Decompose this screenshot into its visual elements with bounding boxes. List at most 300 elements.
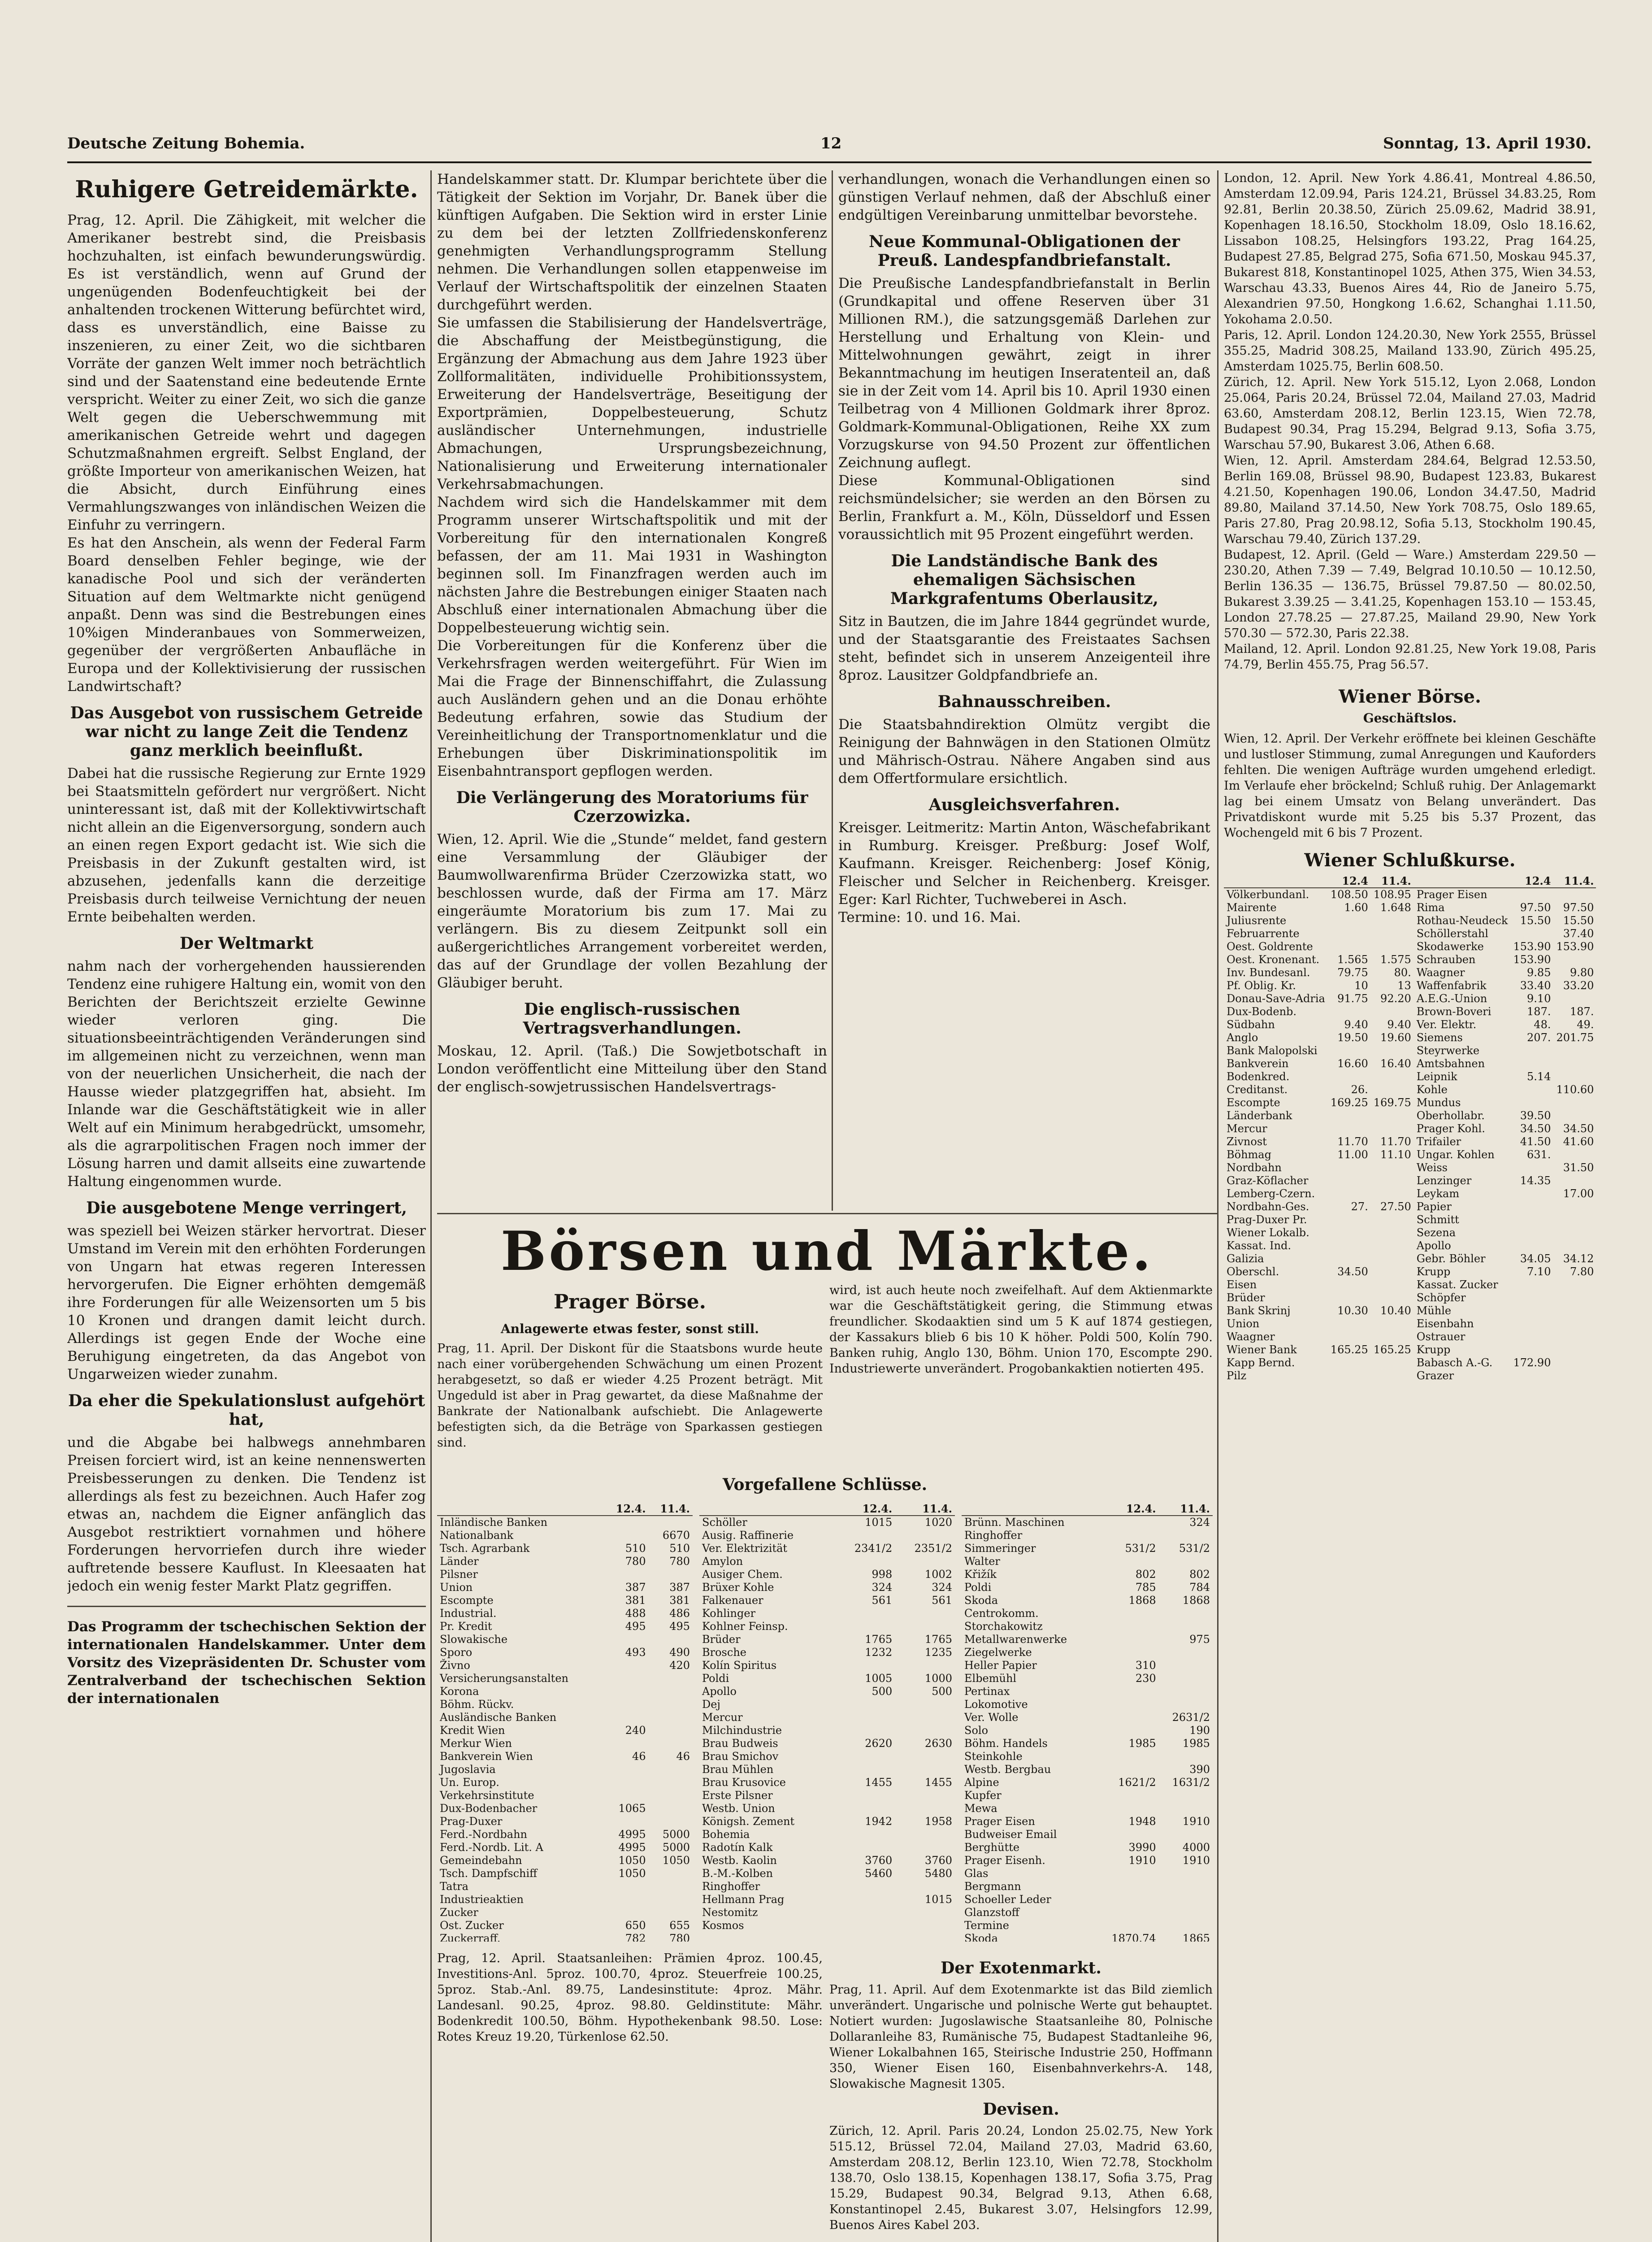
vienna-exchange-title: Wiener Börse. xyxy=(1339,686,1481,707)
table-row xyxy=(437,1659,693,1672)
table-cell: Schöller xyxy=(702,1516,747,1529)
table-cell xyxy=(1371,1174,1414,1187)
vienna-exchange-subtitle: Geschäftslos. xyxy=(1363,711,1457,726)
article-subheading: Der Weltmarkt xyxy=(179,934,314,953)
article-subheading: Ausgleichsverfahren. xyxy=(928,795,1120,814)
table-cell: Waagner xyxy=(1227,1330,1275,1343)
table-cell: Ausiger Chem. xyxy=(702,1568,783,1581)
article-paragraph: Prag, 12. April. Die Zähigkeit, mit welcher die Amerikaner bestrebt sind, die Preisbasis hochzuhalten, ist einfach bewunderungswürdig. Es ist verständlich, wenn auf Grund der ungenügenden Bodenfeuchtigkeit bei der anhaltenden trockenen Witterung befürchtet wird, dass es unverständlich, eine Baisse zu inszenieren, zu einer Zeit, wo die sichtbaren Vorräte der ganzen Welt immer noch beträchtlich sind und der Saatenstand eine bedeutende Ernte verspricht. Weiter zu einer Zeit, wo sich die ganze Welt gegen die Ueberschwemmung mit amerikanischen Getreide wehrt und dagegen Schutzmaßnahmen ergreift. Selbst England, der größte Importeur von amerikanischen Weizen, hat die Absicht, durch Einführung eines Vermahlungszwanges von inländischen Weizen die Einfuhr zu verringern. xyxy=(67,212,426,533)
table-cell: Ver. Wolle xyxy=(964,1711,1019,1724)
table-cell: Glanzstoff xyxy=(964,1906,1019,1919)
table-cell xyxy=(649,1711,693,1724)
table-cell: 1865 xyxy=(1182,1932,1210,1942)
table-cell xyxy=(1371,1278,1414,1291)
table-cell: Gemeindebahn xyxy=(440,1854,522,1867)
table-cell: 41.50 xyxy=(1520,1135,1551,1148)
table-cell: 780 xyxy=(669,1555,690,1568)
table-cell: 10.40 xyxy=(1380,1304,1411,1317)
table-cell xyxy=(1328,1122,1371,1135)
table-cell: Kosmos xyxy=(702,1919,744,1932)
table-row xyxy=(962,1711,1213,1724)
table-cell: Ausig. Raffinerie xyxy=(702,1529,794,1542)
table-cell xyxy=(604,1815,648,1828)
table-cell: 1235 xyxy=(924,1646,952,1659)
table-cell: Mewa xyxy=(964,1802,997,1815)
table-cell xyxy=(1328,1356,1371,1369)
table-cell: Waagner xyxy=(1416,966,1465,979)
table-cell: 2630 xyxy=(924,1737,952,1750)
article-subheading: Die englisch-russischen Vertragsverhandlungen. xyxy=(523,1000,741,1038)
table-cell: Milchindustrie xyxy=(702,1724,782,1737)
table-cell: Gebr. Böhler xyxy=(1416,1252,1486,1265)
table-cell: Kohlner Feinsp. xyxy=(702,1620,788,1633)
table-cell xyxy=(1097,1555,1159,1568)
table-cell: Böhm. Handels xyxy=(964,1737,1048,1750)
devisen-title: Devisen. xyxy=(983,2100,1059,2119)
table-row xyxy=(437,1906,693,1919)
table-cell: Mühle xyxy=(1416,1304,1452,1317)
table-header-cell: 12.4 xyxy=(1328,874,1371,888)
article-subheading: Die Verlängerung des Moratoriums für Czerzowizka. xyxy=(456,788,808,826)
table-row xyxy=(1224,1148,1596,1161)
table-cell: 780 xyxy=(669,1932,690,1942)
table-cell xyxy=(1553,1148,1596,1161)
table-cell: 1631/2 xyxy=(1172,1776,1210,1789)
table-cell: 4995 xyxy=(618,1841,646,1854)
table-cell: Kassat. Ind. xyxy=(1227,1239,1292,1252)
table-cell xyxy=(1371,1070,1414,1083)
table-cell: Völkerbundanl. xyxy=(1227,888,1309,901)
table-cell: Kredit Wien xyxy=(440,1724,505,1737)
table-cell xyxy=(1097,1698,1159,1711)
table-row xyxy=(1224,1291,1596,1304)
table-cell xyxy=(1371,1356,1414,1369)
table-cell: Pertinax xyxy=(964,1685,1010,1698)
table-cell xyxy=(895,1841,955,1854)
table-cell xyxy=(1097,1529,1159,1542)
table-cell: 34.12 xyxy=(1563,1252,1594,1265)
table-row xyxy=(437,1581,693,1594)
table-row xyxy=(699,1633,955,1646)
table-cell xyxy=(1553,1109,1596,1122)
section-rule xyxy=(67,1606,426,1607)
table-header-cell: 12.4. xyxy=(1097,1502,1159,1516)
vienna-closing-title: Wiener Schlußkurse. xyxy=(1304,850,1516,871)
table-row xyxy=(699,1659,955,1672)
table-cell: 531/2 xyxy=(1125,1542,1156,1555)
table-cell: 5000 xyxy=(662,1841,690,1854)
table-cell: Ungar. Kohlen xyxy=(1416,1148,1495,1161)
table-cell: Schöllerstahl xyxy=(1416,927,1488,940)
table-cell: 495 xyxy=(625,1620,646,1633)
table-cell: Steinkohle xyxy=(964,1750,1023,1763)
table-cell: 998 xyxy=(872,1568,893,1581)
table-cell: 34.05 xyxy=(1520,1252,1551,1265)
table-row xyxy=(699,1581,955,1594)
table-cell: Anglo xyxy=(1227,1031,1258,1044)
table-cell: 1050 xyxy=(618,1867,646,1880)
table-cell xyxy=(1159,1893,1213,1906)
table-cell: Berghütte xyxy=(964,1841,1020,1854)
table-cell: Wiener Bank xyxy=(1227,1343,1297,1356)
table-cell: 1050 xyxy=(618,1854,646,1867)
table-cell: Pilsner xyxy=(440,1568,478,1581)
table-cell: Bohemia xyxy=(702,1828,750,1841)
table-cell: 495 xyxy=(669,1620,690,1633)
table-row xyxy=(699,1906,955,1919)
table-header-cell: 11.4. xyxy=(649,1502,693,1516)
table-cell: 5480 xyxy=(924,1867,952,1880)
table-cell xyxy=(835,1828,895,1841)
table-cell: Ziegelwerke xyxy=(964,1646,1032,1659)
page-number: 12 xyxy=(820,135,842,152)
table-row xyxy=(437,1594,693,1607)
table-row xyxy=(1224,1070,1596,1083)
table-cell: Prag-Duxer xyxy=(440,1815,503,1828)
table-cell: 31.50 xyxy=(1563,1161,1594,1174)
table-cell: Simmeringer xyxy=(964,1542,1036,1555)
table-cell: 2351/2 xyxy=(914,1542,952,1555)
table-row xyxy=(699,1893,955,1906)
table-row xyxy=(1224,1343,1596,1356)
table-cell: Südbahn xyxy=(1227,1018,1275,1031)
table-cell xyxy=(1553,1278,1596,1291)
table-row xyxy=(962,1620,1213,1633)
table-cell: Lemberg-Czern. xyxy=(1227,1187,1315,1200)
table-cell: Februarrente xyxy=(1227,927,1300,940)
table-cell: 110.60 xyxy=(1556,1083,1594,1096)
table-cell: Ringhoffer xyxy=(964,1529,1023,1542)
table-row xyxy=(1224,992,1596,1005)
table-cell: Steyrwerke xyxy=(1416,1044,1480,1057)
table-cell xyxy=(1553,1174,1596,1187)
table-row xyxy=(962,1698,1213,1711)
table-cell: 650 xyxy=(625,1919,646,1932)
table-row xyxy=(437,1867,693,1880)
table-cell xyxy=(895,1828,955,1841)
table-cell xyxy=(1553,1369,1596,1382)
table-cell: 1910 xyxy=(1182,1815,1210,1828)
table-row xyxy=(1224,1187,1596,1200)
table-cell: 1868 xyxy=(1128,1594,1156,1607)
table-cell xyxy=(1159,1880,1213,1893)
trades-table-mid xyxy=(699,1502,955,1932)
table-cell: 500 xyxy=(872,1685,893,1698)
table-cell: Prager Eisen xyxy=(1416,888,1487,901)
table-cell xyxy=(1097,1724,1159,1737)
table-cell xyxy=(1510,1291,1553,1304)
table-cell: 49. xyxy=(1577,1018,1594,1031)
article-paragraph: Nachdem wird sich die Handelskammer mit dem Programm unserer Wirtschaftspolitik und mit der Vorbereitung für den internationalen Kongreß befassen, der am 11. Mai 1931 in Washington beginnen soll. Im Finanzfragen werden auch im nächsten Jahre die Bestrebungen einiger Staaten nach Abschluß einer internationalen Abmachung über die Doppelbesteuerung wichtig sein. xyxy=(437,494,827,636)
table-cell: 17.00 xyxy=(1563,1187,1594,1200)
table-cell xyxy=(1510,1369,1553,1382)
table-cell: 15.50 xyxy=(1563,914,1594,927)
table-cell xyxy=(895,1724,955,1737)
table-row xyxy=(437,1776,693,1789)
table-cell: 1910 xyxy=(1128,1854,1156,1867)
table-cell: Escompte xyxy=(440,1594,494,1607)
table-cell: 1.648 xyxy=(1380,901,1411,914)
table-cell xyxy=(1097,1685,1159,1698)
table-cell: 1.60 xyxy=(1344,901,1368,914)
issue-date: Sonntag, 13. April 1930. xyxy=(1383,135,1591,152)
table-cell: 153.90 xyxy=(1513,940,1551,953)
fx-paragraph: Paris, 12. April. London 124.20.30, New York 2555, Brüssel 355.25, Madrid 308.25, Mailand 133.90, Zürich 495.25, Amsterdam 1025.75, Berlin 608.50. xyxy=(1224,328,1596,374)
table-cell xyxy=(1371,1213,1414,1226)
table-row xyxy=(699,1568,955,1581)
table-header-cell: 12.4 xyxy=(1510,874,1553,888)
table-cell: Rima xyxy=(1416,901,1445,914)
table-cell xyxy=(1510,927,1553,940)
table-cell xyxy=(835,1659,895,1672)
table-cell xyxy=(1553,1057,1596,1070)
column-rule xyxy=(1217,170,1218,2242)
table-cell xyxy=(1097,1620,1159,1633)
table-cell xyxy=(1097,1516,1159,1529)
column-chamber-of-commerce xyxy=(437,170,827,1211)
table-cell: Weiss xyxy=(1416,1161,1448,1174)
table-row xyxy=(699,1867,955,1880)
table-cell: 510 xyxy=(625,1542,646,1555)
table-cell: Königsh. Zement xyxy=(702,1815,795,1828)
table-header-cell xyxy=(962,1502,1097,1516)
table-cell: Glas xyxy=(964,1867,989,1880)
table-row xyxy=(1224,1122,1596,1135)
table-cell: Amtsbahnen xyxy=(1416,1057,1485,1070)
table-cell xyxy=(1371,1330,1414,1343)
table-cell xyxy=(1510,1083,1553,1096)
table-cell: Versicherungsanstalten xyxy=(440,1672,568,1685)
table-row xyxy=(1224,888,1596,901)
table-cell xyxy=(1097,1867,1159,1880)
trades-table-right-wrap xyxy=(962,1502,1213,1942)
table-cell: 324 xyxy=(932,1581,952,1594)
fx-paragraph: Budapest, 12. April. (Geld — Ware.) Amsterdam 229.50 — 230.20, Athen 7.39 — 7.49, Belgrad 10.10.50 — 10.12.50, Berlin 136.35 — 136.75, Brüssel 79.87.50 — 80.02.50, Bukarest 3.39.25 — 3.41.25, Kopenhagen 153.10 — 153.45, London 27.78.25 — 27.87.25, Mailand 29.90, New York 570.30 — 572.30, Paris 22.38. xyxy=(1224,548,1596,640)
masthead-title: Deutsche Zeitung Bohemia. xyxy=(67,135,305,152)
table-row xyxy=(962,1685,1213,1698)
table-cell: Wiener Lokalb. xyxy=(1227,1226,1309,1239)
table-cell xyxy=(895,1789,955,1802)
table-cell xyxy=(1371,1122,1414,1135)
table-cell xyxy=(1159,1620,1213,1633)
table-cell xyxy=(1371,1265,1414,1278)
table-cell xyxy=(1553,1343,1596,1356)
table-cell: 33.40 xyxy=(1520,979,1551,992)
table-cell: Papier xyxy=(1416,1200,1452,1213)
table-cell: 7.10 xyxy=(1527,1265,1551,1278)
table-cell xyxy=(1328,1005,1371,1018)
table-cell xyxy=(835,1620,895,1633)
table-cell: Pr. Kredit xyxy=(440,1620,492,1633)
article-subheading: Bahnausschreiben. xyxy=(937,692,1111,711)
table-cell xyxy=(1328,1330,1371,1343)
table-cell: 1015 xyxy=(865,1516,893,1529)
table-cell xyxy=(835,1893,895,1906)
table-cell: 1942 xyxy=(865,1815,893,1828)
table-cell: 9.40 xyxy=(1344,1018,1368,1031)
table-row xyxy=(437,1672,693,1685)
table-cell: Ferd.-Nordbahn xyxy=(440,1828,527,1841)
table-cell xyxy=(1328,914,1371,927)
table-cell: 3760 xyxy=(924,1854,952,1867)
table-cell xyxy=(1553,888,1596,901)
table-cell xyxy=(649,1763,693,1776)
table-cell: Bankverein xyxy=(1227,1057,1289,1070)
table-row xyxy=(437,1711,693,1724)
vienna-exchange-report: Wien, 12. April. Der Verkehr eröffnete bei kleinen Geschäfte und lustloser Stimmung, zumal Anregungen und Kauforders fehlten. Die wenigen Aufträge wurden umgehend erledigt. Im Verlaufe eher bröckelnd; Schluß ruhig. Der Anlagemarkt lag bei einem Umsatz von Belang unverändert. Das Privatdiskont wurde mit 5.25 bis 5.37 Prozent, das Wochengeld mit 6 bis 7 Prozent. xyxy=(1224,732,1596,840)
table-cell xyxy=(1510,888,1553,901)
table-cell: Pilz xyxy=(1227,1369,1247,1382)
table-cell: Westb. Union xyxy=(702,1802,775,1815)
table-cell: Poldi xyxy=(702,1672,729,1685)
table-cell xyxy=(1371,1291,1414,1304)
table-cell: 165.25 xyxy=(1373,1343,1411,1356)
table-cell xyxy=(604,1906,648,1919)
table-cell xyxy=(604,1789,648,1802)
table-cell: 34.50 xyxy=(1520,1122,1551,1135)
table-cell: 165.25 xyxy=(1330,1343,1368,1356)
table-header-cell: 12.4. xyxy=(604,1502,648,1516)
table-cell: Ver. Elektrizität xyxy=(702,1542,788,1555)
table-cell: Heller Papier xyxy=(964,1659,1037,1672)
table-cell xyxy=(1159,1802,1213,1815)
table-cell xyxy=(835,1919,895,1932)
table-row xyxy=(437,1646,693,1659)
table-cell xyxy=(649,1776,693,1789)
article-paragraph: Dabei hat die russische Regierung zur Ernte 1929 bei Staatsmitteln gefördert nur vergrößert. Nicht uninteressant ist, daß mit der Kollektivwirtschaft nicht allein an die Eigenversorgung, sondern auch an einen regen Export gedacht ist. Wie sich die Preisbasis in der Zukunft gestalten wird, ist abzusehen, jedenfalls kann die derzeitige Preisbasis durch teilweise Vernichtung der neuen Ernte beibehalten werden. xyxy=(67,765,426,925)
table-cell xyxy=(1553,1304,1596,1317)
table-row xyxy=(962,1750,1213,1763)
table-cell xyxy=(1371,1317,1414,1330)
article-paragraph: und die Abgabe bei halbwegs annehmbaren Preisen forciert wird, ist an keine nennenswerten Preisbesserungen zu denken. Die Tendenz ist allerdings als fest zu bezeichnen. Auch Hafer zog etwas an, nachdem die Eigner anfänglich das Ausgebot restriktiert vornahmen und höhere Forderungen hervorriefen durch ihre wieder auftretende bessere Kauflust. In Kleesaaten hat jedoch ein wenig fester Markt Platz gegriffen. xyxy=(67,1434,426,1594)
table-cell xyxy=(604,1568,648,1581)
table-cell: Sporo xyxy=(440,1646,473,1659)
table-cell: 1065 xyxy=(618,1802,646,1815)
table-row xyxy=(699,1815,955,1828)
table-cell: Apollo xyxy=(1416,1239,1451,1252)
table-header-cell: 11.4. xyxy=(1371,874,1414,888)
table-cell: 780 xyxy=(625,1555,646,1568)
article-paragraph: Handelskammer statt. Dr. Klumpar berichtete über die Tätigkeit der Sektion im Vorjahr, Dr. Banek über die künftigen Aufgaben. Die Sektion wird in erster Linie zu dem bei der letzten Zollfriedenskonferenz genehmigten Verhandlungsprogramm Stellung nehmen. Die Verhandlungen sollen etappenweise im Verlauf der Wirtschaftspolitik der einzelnen Staaten durchgeführt werden. xyxy=(437,171,827,313)
table-cell: 172.90 xyxy=(1513,1356,1551,1369)
article-paragraph: Kreisger. Leitmeritz: Martin Anton, Wäschefabrikant in Rumburg. Kreisger. Preßburg: Josef Wolf, Kaufmann. Kreisger. Reichenberg: Josef König, Fleischer und Selcher in Reichenberg. Kreisger. Eger: Karl Richter, Tuchweberei in Asch. xyxy=(838,820,1210,908)
table-cell xyxy=(649,1516,693,1529)
table-cell: 4995 xyxy=(618,1828,646,1841)
table-row xyxy=(1224,1239,1596,1252)
table-row xyxy=(437,1893,693,1906)
table-cell xyxy=(1328,1369,1371,1382)
table-cell: 16.40 xyxy=(1380,1057,1411,1070)
table-row xyxy=(962,1776,1213,1789)
table-row xyxy=(699,1854,955,1867)
table-cell xyxy=(895,1620,955,1633)
table-cell xyxy=(1097,1607,1159,1620)
table-cell: 493 xyxy=(625,1646,646,1659)
table-row xyxy=(437,1880,693,1893)
table-cell: 169.75 xyxy=(1373,1096,1411,1109)
table-row xyxy=(962,1555,1213,1568)
table-cell: 11.00 xyxy=(1337,1148,1368,1161)
table-cell: 1232 xyxy=(865,1646,893,1659)
table-cell: 79.75 xyxy=(1337,966,1368,979)
table-cell: Mercur xyxy=(1227,1122,1267,1135)
table-cell: Oberhollabr. xyxy=(1416,1109,1485,1122)
table-cell: 34.50 xyxy=(1563,1122,1594,1135)
table-cell: 2341/2 xyxy=(854,1542,893,1555)
table-cell xyxy=(1553,1317,1596,1330)
table-cell: Křižík xyxy=(964,1568,997,1581)
table-cell xyxy=(895,1607,955,1620)
table-cell: 2620 xyxy=(865,1737,893,1750)
table-cell xyxy=(1328,1187,1371,1200)
table-cell: 784 xyxy=(1189,1581,1210,1594)
table-cell: 15.50 xyxy=(1520,914,1551,927)
table-cell: Un. Europ. xyxy=(440,1776,499,1789)
table-cell xyxy=(1097,1763,1159,1776)
table-cell xyxy=(1159,1867,1213,1880)
table-cell xyxy=(1510,1200,1553,1213)
table-cell: Brüder xyxy=(702,1633,741,1646)
table-cell: Bank Malopolski xyxy=(1227,1044,1318,1057)
table-cell: Eisen xyxy=(1227,1278,1257,1291)
table-cell xyxy=(604,1672,648,1685)
table-cell: 782 xyxy=(625,1932,646,1942)
table-cell: Bankverein Wien xyxy=(440,1750,533,1763)
table-cell xyxy=(1553,1044,1596,1057)
article-paragraph: Termine: 10. und 16. Mai. xyxy=(838,909,1021,925)
table-row xyxy=(437,1607,693,1620)
table-cell: 9.40 xyxy=(1387,1018,1411,1031)
article-subheading: Die Landständische Bank des ehemaligen Sächsischen Markgrafentums Oberlausitz, xyxy=(890,552,1158,608)
column-foreign-exchange xyxy=(1224,170,1596,2242)
table-cell: Prager Eisen xyxy=(964,1815,1035,1828)
table-cell xyxy=(835,1724,895,1737)
table-row xyxy=(962,1828,1213,1841)
table-row xyxy=(437,1932,693,1942)
table-cell: Nordbahn-Ges. xyxy=(1227,1200,1309,1213)
table-row xyxy=(699,1737,955,1750)
table-row xyxy=(962,1880,1213,1893)
section-banner: Börsen und Märkte. xyxy=(500,1220,1154,1283)
table-cell xyxy=(895,1880,955,1893)
table-cell: Živno xyxy=(440,1659,470,1672)
table-cell: 11.70 xyxy=(1380,1135,1411,1148)
table-cell: Centrokomm. xyxy=(964,1607,1039,1620)
table-cell: Industrial. xyxy=(440,1607,497,1620)
table-cell xyxy=(1371,1369,1414,1382)
table-cell: Termine xyxy=(964,1919,1009,1932)
table-cell xyxy=(1371,914,1414,927)
table-cell: Nationalbank xyxy=(440,1529,514,1542)
table-row xyxy=(962,1932,1213,1942)
table-row xyxy=(699,1542,955,1555)
table-cell xyxy=(604,1516,648,1529)
table-cell: Zuckerraff. xyxy=(440,1932,501,1942)
table-cell xyxy=(1328,1226,1371,1239)
table-row xyxy=(1224,1161,1596,1174)
table-cell: Solo xyxy=(964,1724,989,1737)
article-subheading: Da eher die Spekulationslust aufgehört hat, xyxy=(68,1391,425,1429)
table-cell: 19.50 xyxy=(1337,1031,1368,1044)
table-cell: 5460 xyxy=(865,1867,893,1880)
article-paragraph: Die Staatsbahndirektion Olmütz vergibt die Reinigung der Bahnwägen in den Stationen Olmütz und Mährisch-Ostrau. Nähere Angaben sind aus dem Offertformulare ersichtlich. xyxy=(838,717,1210,786)
table-row xyxy=(962,1568,1213,1581)
table-cell: 187. xyxy=(1527,1005,1551,1018)
table-cell: Brown-Boveri xyxy=(1416,1005,1492,1018)
table-cell: Brüder xyxy=(1227,1291,1265,1304)
table-cell: Elbemühl xyxy=(964,1672,1017,1685)
table-cell: 420 xyxy=(669,1659,690,1672)
